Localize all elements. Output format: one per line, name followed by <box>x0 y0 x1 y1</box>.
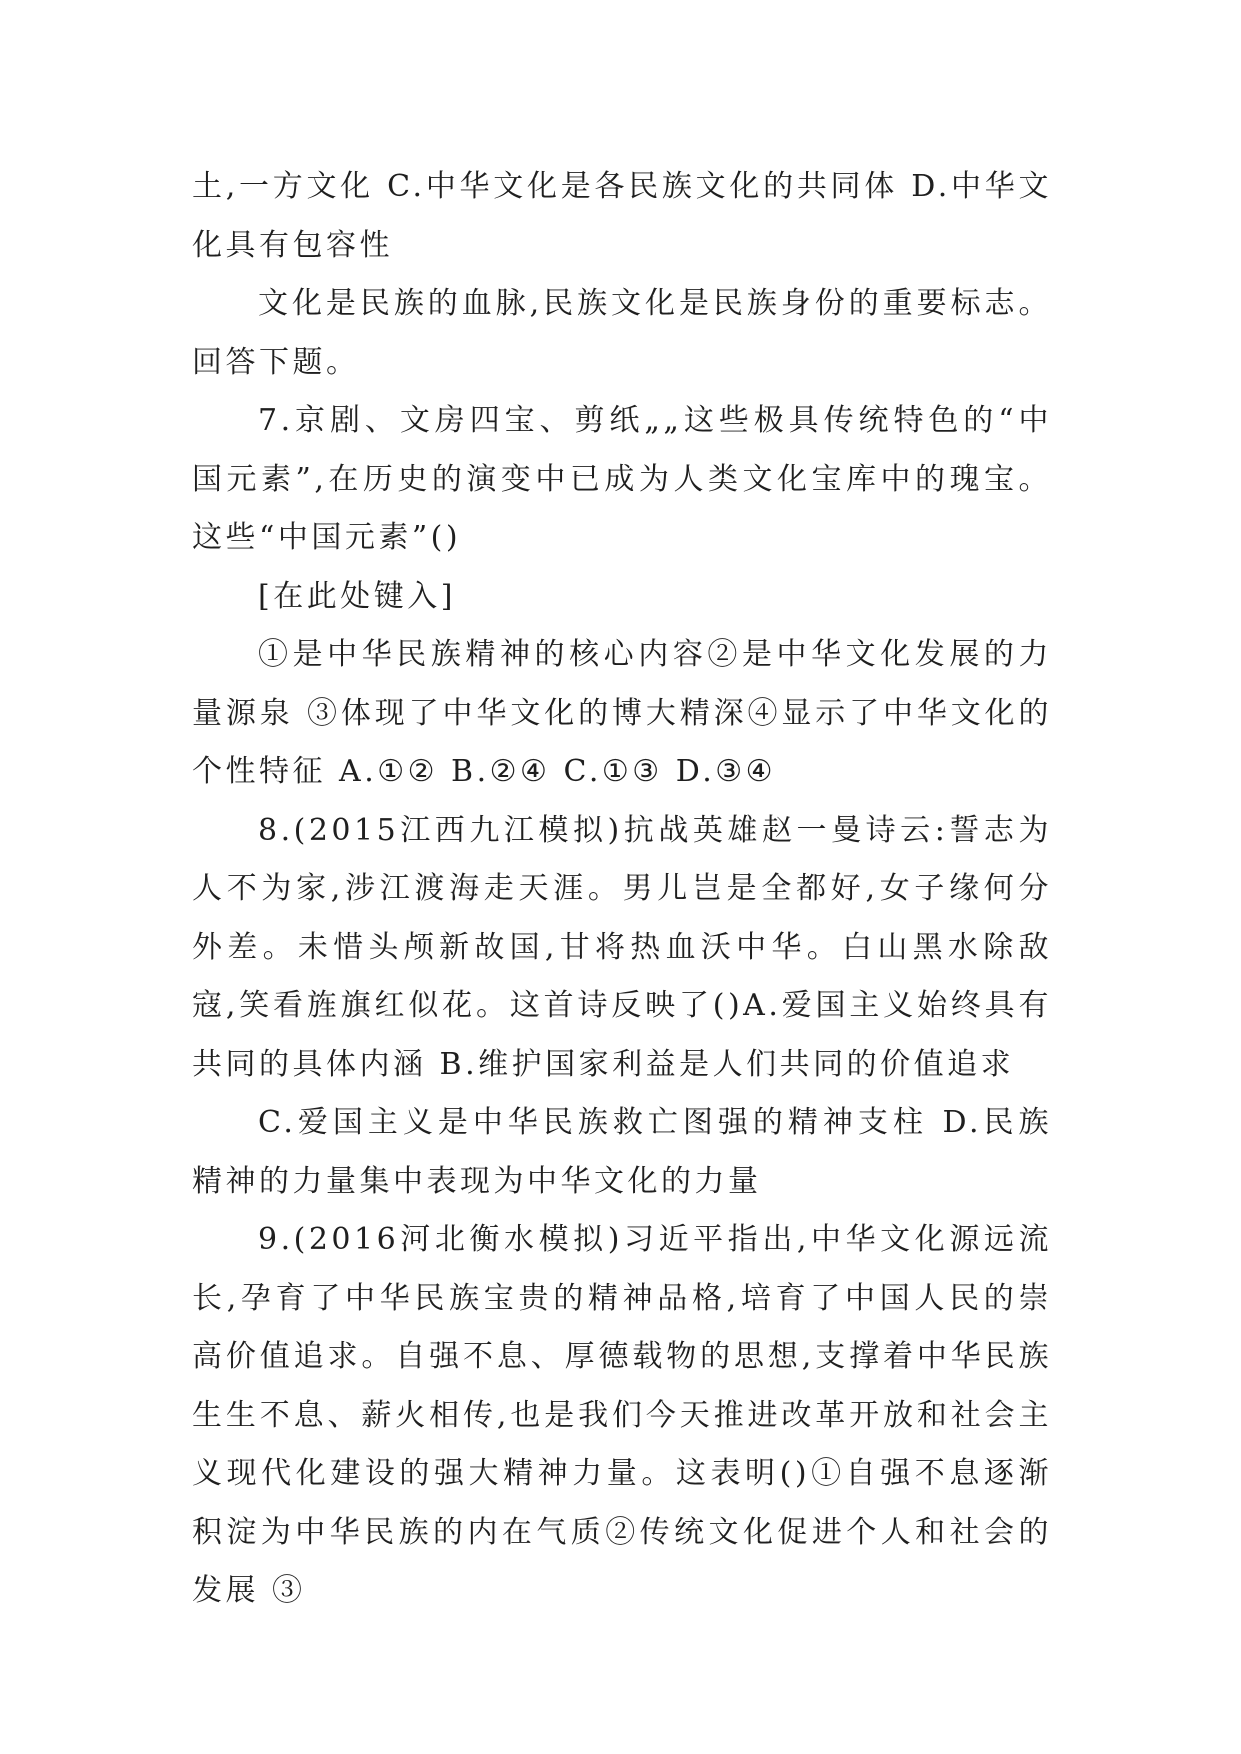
question-7: 7.京剧、文房四宝、剪纸„„这些极具传统特色的“中国元素”,在历史的演变中已成为人类文化宝库中的瑰宝。这些“中国元素”() <box>192 403 1052 555</box>
paragraph-option-continuation: 土,一方文化 C.中华文化是各民族文化的共同体 D.中华文化具有包容性 <box>192 169 1052 263</box>
paragraph-intro: 文化是民族的血脉,民族文化是民族身份的重要标志。回答下题。 <box>192 286 1052 380</box>
question-9: 9.(2016河北衡水模拟)习近平指出,中华文化源远流长,孕育了中华民族宝贵的精神品格,培育了中国人民的崇高价值追求。自强不息、厚德载物的思想,支撑着中华民族生生不息、薪火相传,也是我们今天推进改革开放和社会主义现代化建设的强大精神力量。这表明()①自强不息逐渐积淀为中华民族的内在气质②传统文化促进个人和社会的发展 ③ <box>192 1222 1052 1608</box>
document-body <box>192 158 1052 1621</box>
question-7-options: ①是中华民族精神的核心内容②是中华文化发展的力量源泉 ③体现了中华文化的博大精深④显示了中华文化的个性特征 A.①② B.②④ C.①③ D.③④ <box>192 637 1052 789</box>
question-8: 8.(2015江西九江模拟)抗战英雄赵一曼诗云:誓志为人不为家,涉江渡海走天涯。男儿岂是全都好,女子缘何分外差。未惜头颅新故国,甘将热血沃中华。白山黑水除敌寇,笑看旌旗红似花。这首诗反映了()A.爱国主义始终具有共同的具体内涵 B.维护国家利益是人们共同的价值追求 <box>192 812 1052 1082</box>
placeholder-text: [在此处键入] <box>258 578 456 614</box>
question-8-options: C.爱国主义是中华民族救亡图强的精神支柱 D.民族精神的力量集中表现为中华文化的力量 <box>192 1105 1052 1199</box>
